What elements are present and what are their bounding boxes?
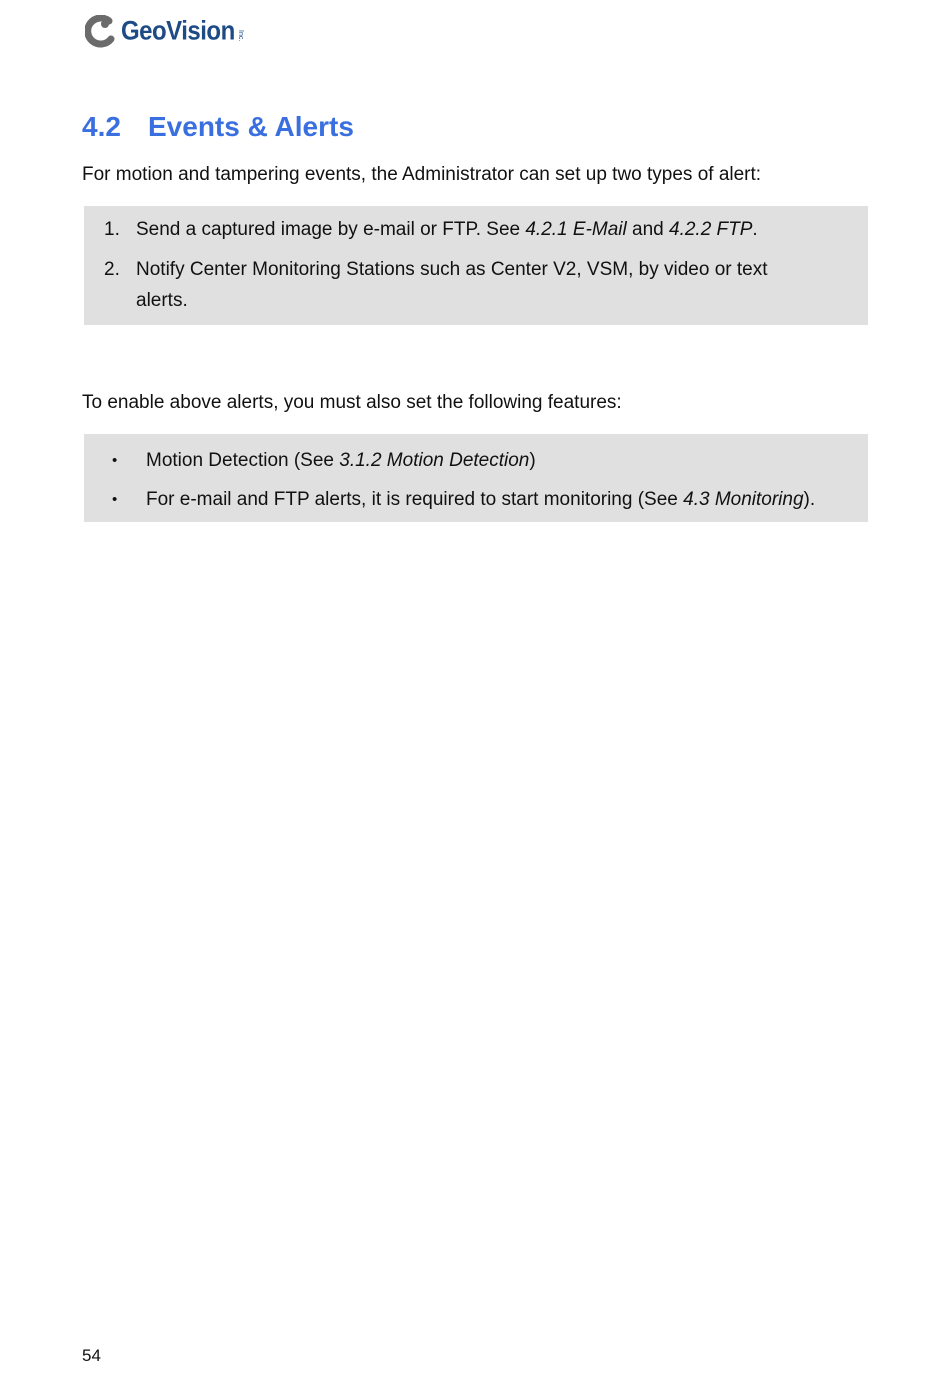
geovision-logo xyxy=(85,13,244,51)
cross-reference: 4.2.2 FTP xyxy=(669,219,753,240)
intro-paragraph: For motion and tampering events, the Administrator can set up two types of alert: xyxy=(82,164,762,185)
section-heading xyxy=(82,111,354,143)
cross-reference: 4.2.1 E-Mail xyxy=(525,219,627,240)
cross-reference: 4.3 Monitoring xyxy=(683,489,804,510)
list-item: Notify Center Monitoring Stations such as Center V2, VSM, by video or text xyxy=(136,259,768,280)
bullet-marker: • xyxy=(112,452,118,469)
list-item: For e-mail and FTP alerts, it is required to start monitoring (See 4.3 Monitoring). xyxy=(146,489,816,510)
list-item: Motion Detection (See 3.1.2 Motion Detection) xyxy=(146,450,536,471)
list-item: Send a captured image by e-mail or FTP. See 4.2.1 E-Mail and 4.2.2 FTP. xyxy=(136,219,758,240)
page-number: 54 xyxy=(82,1346,101,1365)
section-number: 4.2 xyxy=(82,111,121,142)
bullet-marker: • xyxy=(112,491,118,508)
logo-suffix: Inc. xyxy=(236,30,244,42)
list-marker: 2. xyxy=(104,259,120,280)
section-title: Events & Alerts xyxy=(148,111,354,142)
cross-reference: 3.1.2 Motion Detection xyxy=(339,450,530,471)
logo-text: GeoVision xyxy=(121,16,235,47)
geovision-logo-icon xyxy=(85,15,117,49)
features-box xyxy=(84,434,868,522)
list-item-continuation: alerts. xyxy=(136,290,188,311)
enable-paragraph: To enable above alerts, you must also set the following features: xyxy=(82,392,622,413)
alert-types-box xyxy=(84,206,868,325)
list-marker: 1. xyxy=(104,219,120,240)
